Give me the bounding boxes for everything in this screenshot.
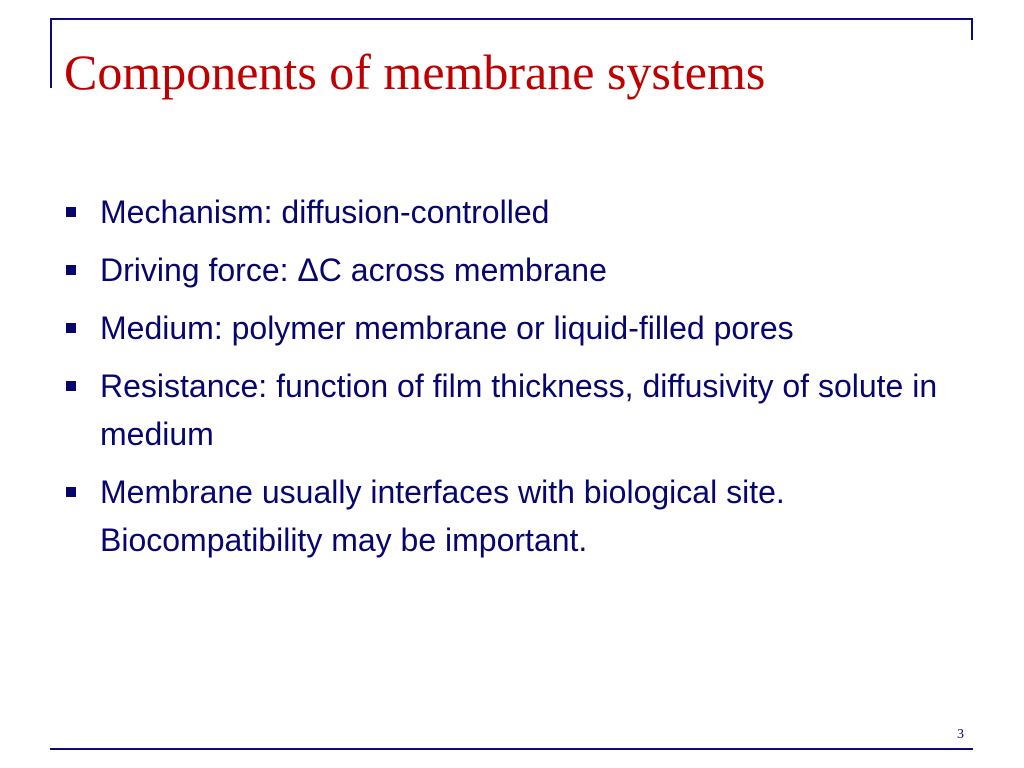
bullet-item [66,246,946,294]
slide-title: Components of membrane systems [64,44,766,100]
square-bullet-icon [66,487,76,497]
page-number: 3 [957,727,964,742]
bullet-item [66,362,946,458]
square-bullet-icon [66,381,76,391]
bullet-text: Membrane usually interfaces with biological site. Biocompatibility may be important. [100,474,785,558]
frame-bottom-line [50,748,973,750]
frame-top-line [50,18,973,20]
bullet-item [66,304,946,352]
bullet-item [66,468,946,564]
bullet-text: Mechanism: diffusion-controlled [100,194,550,230]
frame-left-line [50,18,52,88]
square-bullet-icon [66,323,76,333]
bullet-text: Resistance: function of film thickness, diffusivity of solute in medium [100,368,938,452]
bullet-list [66,188,946,574]
bullet-text: Driving force: ΔC across membrane [100,252,607,288]
square-bullet-icon [66,207,76,217]
bullet-text: Medium: polymer membrane or liquid-filled pores [100,310,794,346]
square-bullet-icon [66,265,76,275]
frame-right-tick [971,18,973,40]
bullet-item [66,188,946,236]
